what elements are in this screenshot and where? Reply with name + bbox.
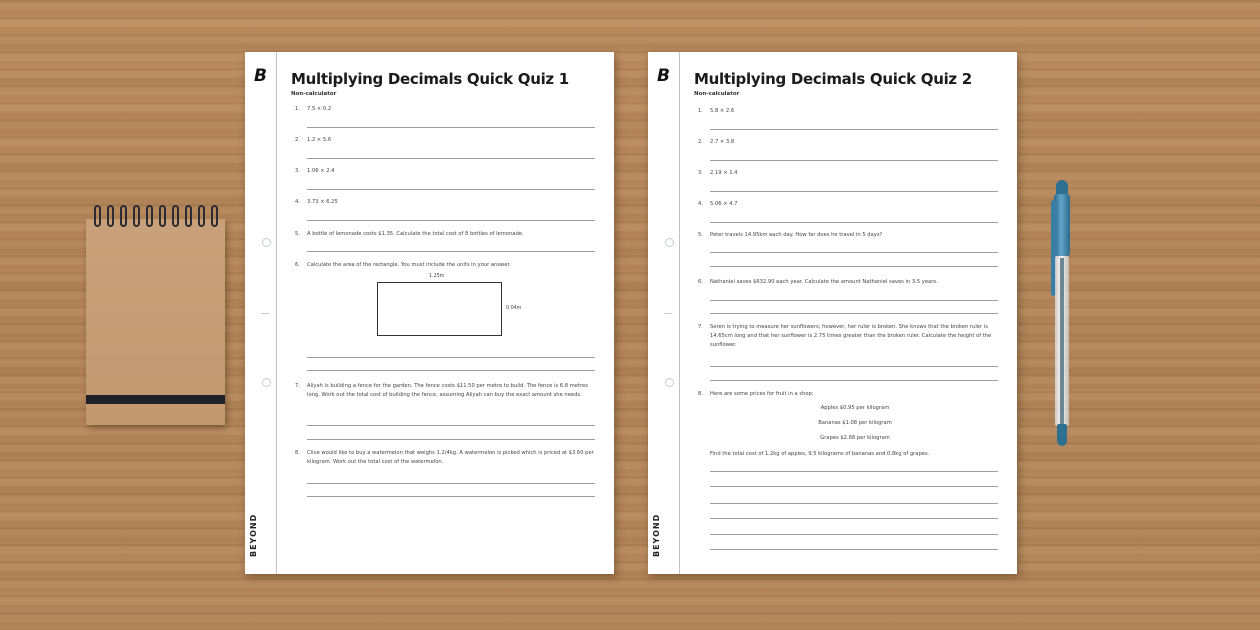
answer-line xyxy=(710,160,998,161)
answer-line xyxy=(710,252,998,253)
answer-line xyxy=(710,313,998,314)
question-number: 6. xyxy=(295,262,300,268)
question-text: 7.5 × 0.2 xyxy=(307,106,332,112)
rectangle-diagram xyxy=(377,282,502,336)
question-text: 2.7 × 3.8 xyxy=(710,139,735,145)
question-number: 5. xyxy=(698,232,703,238)
notepad-rings xyxy=(94,205,218,231)
punch-hole-icon xyxy=(262,378,271,387)
worksheet-subtitle: Non-calculator xyxy=(694,91,740,97)
spiral-notepad-icon xyxy=(86,205,225,425)
fold-mark xyxy=(664,313,672,314)
question-text: Calculate the area of the rectangle. You must include the units in your answer. xyxy=(307,262,511,268)
ballpoint-pen-icon xyxy=(1050,180,1074,450)
answer-line xyxy=(307,251,595,252)
question-number: 8. xyxy=(295,450,300,456)
worksheet-title: Multiplying Decimals Quick Quiz 2 xyxy=(694,70,972,88)
question-text: 5.06 × 4.7 xyxy=(710,201,738,207)
answer-line xyxy=(307,439,595,440)
question-number: 7. xyxy=(295,383,300,389)
price-line: Bananas $1.08 per kilogram xyxy=(818,420,892,426)
answer-line xyxy=(710,549,998,550)
question-text: Find the total cost of 1.2kg of apples, 9.5 kilograms of bananas and 0.8kg of grapes. xyxy=(710,451,930,457)
answer-line xyxy=(710,222,998,223)
question-number: 2. xyxy=(295,137,300,143)
answer-line xyxy=(307,483,595,484)
answer-line xyxy=(710,471,998,472)
answer-line xyxy=(307,357,595,358)
margin-line xyxy=(679,52,680,574)
question-text: Peter travels 14.95km each day. How far does he travel in 5 days? xyxy=(710,232,883,238)
worksheet-quiz-2 xyxy=(648,52,1017,574)
answer-line xyxy=(710,129,998,130)
punch-hole-icon xyxy=(665,378,674,387)
answer-line xyxy=(710,300,998,301)
punch-hole-icon xyxy=(262,238,271,247)
notepad-band xyxy=(86,395,225,404)
rectangle-length-label: 1.25m xyxy=(429,274,445,279)
answer-line xyxy=(710,518,998,519)
question-text: A bottle of lemonade costs $1.35. Calculate the total cost of 8 bottles of lemonade. xyxy=(307,231,524,237)
answer-line xyxy=(710,380,998,381)
fold-mark xyxy=(261,313,269,314)
question-text: Aliyah is building a fence for the garden. The fence costs $11.50 per metre to build. The fence is 6.8 metres long. Work out the total cost of building the fence, assuming Aliyah can buy the exact amount she needs. xyxy=(307,383,588,398)
brand-label: BEYOND xyxy=(652,513,661,557)
answer-line xyxy=(307,127,595,128)
worksheet-quiz-1 xyxy=(245,52,614,574)
question-number: 2. xyxy=(698,139,703,145)
worksheet-title: Multiplying Decimals Quick Quiz 1 xyxy=(291,70,569,88)
question-number: 3. xyxy=(295,168,300,174)
question-number: 1. xyxy=(295,106,300,112)
price-line: Grapes $2.68 per kilogram xyxy=(820,435,890,441)
question-number: 1. xyxy=(698,108,703,114)
question-text: Seren is trying to measure her sunflowers; however, her ruler is broken. She knows that the broken ruler is 14.65cm long and that her sunflower is 2.75 times greater than the broken ruler. Calculate the height of the sunflower. xyxy=(710,324,992,348)
question-number: 4. xyxy=(698,201,703,207)
question-number: 4. xyxy=(295,199,300,205)
answer-line xyxy=(307,425,595,426)
punch-hole-icon xyxy=(665,238,674,247)
question-number: 8. xyxy=(698,391,703,397)
answer-line xyxy=(710,366,998,367)
question-number: 5. xyxy=(295,231,300,237)
question-text: 1.2 × 5.6 xyxy=(307,137,332,143)
question-number: 7. xyxy=(698,324,703,330)
beyond-logo-icon: B xyxy=(657,66,670,86)
question-number: 6. xyxy=(698,279,703,285)
answer-line xyxy=(710,486,998,487)
worksheet-subtitle: Non-calculator xyxy=(291,91,337,97)
question-number: 3. xyxy=(698,170,703,176)
beyond-logo-icon: B xyxy=(254,66,267,86)
question-text: 3.73 × 6.25 xyxy=(307,199,338,205)
answer-line xyxy=(307,158,595,159)
brand-label: BEYOND xyxy=(249,513,258,557)
answer-line xyxy=(710,534,998,535)
answer-line xyxy=(710,266,998,267)
answer-line xyxy=(710,191,998,192)
question-text: 1.06 × 2.4 xyxy=(307,168,335,174)
rectangle-width-label: 0.04m xyxy=(506,306,522,311)
answer-line xyxy=(307,496,595,497)
question-text: Clive would like to buy a watermelon that weighs 1.2/4kg. A watermelon is picked which is priced at $3.60 per kilogram. Work out the total cost of the watermelon. xyxy=(307,450,594,465)
answer-line xyxy=(307,220,595,221)
question-text: Here are some prices for fruit in a shop: xyxy=(710,391,814,397)
price-line: Apples $0.95 per kilogram xyxy=(820,405,890,411)
answer-line xyxy=(307,370,595,371)
question-text: 5.8 × 2.6 xyxy=(710,108,735,114)
answer-line xyxy=(710,503,998,504)
question-text: 2.19 × 1.4 xyxy=(710,170,738,176)
margin-line xyxy=(276,52,277,574)
question-text: Nathaniel saves $632.90 each year. Calculate the amount Nathaniel saves in 3.5 years. xyxy=(710,279,938,285)
answer-line xyxy=(307,189,595,190)
